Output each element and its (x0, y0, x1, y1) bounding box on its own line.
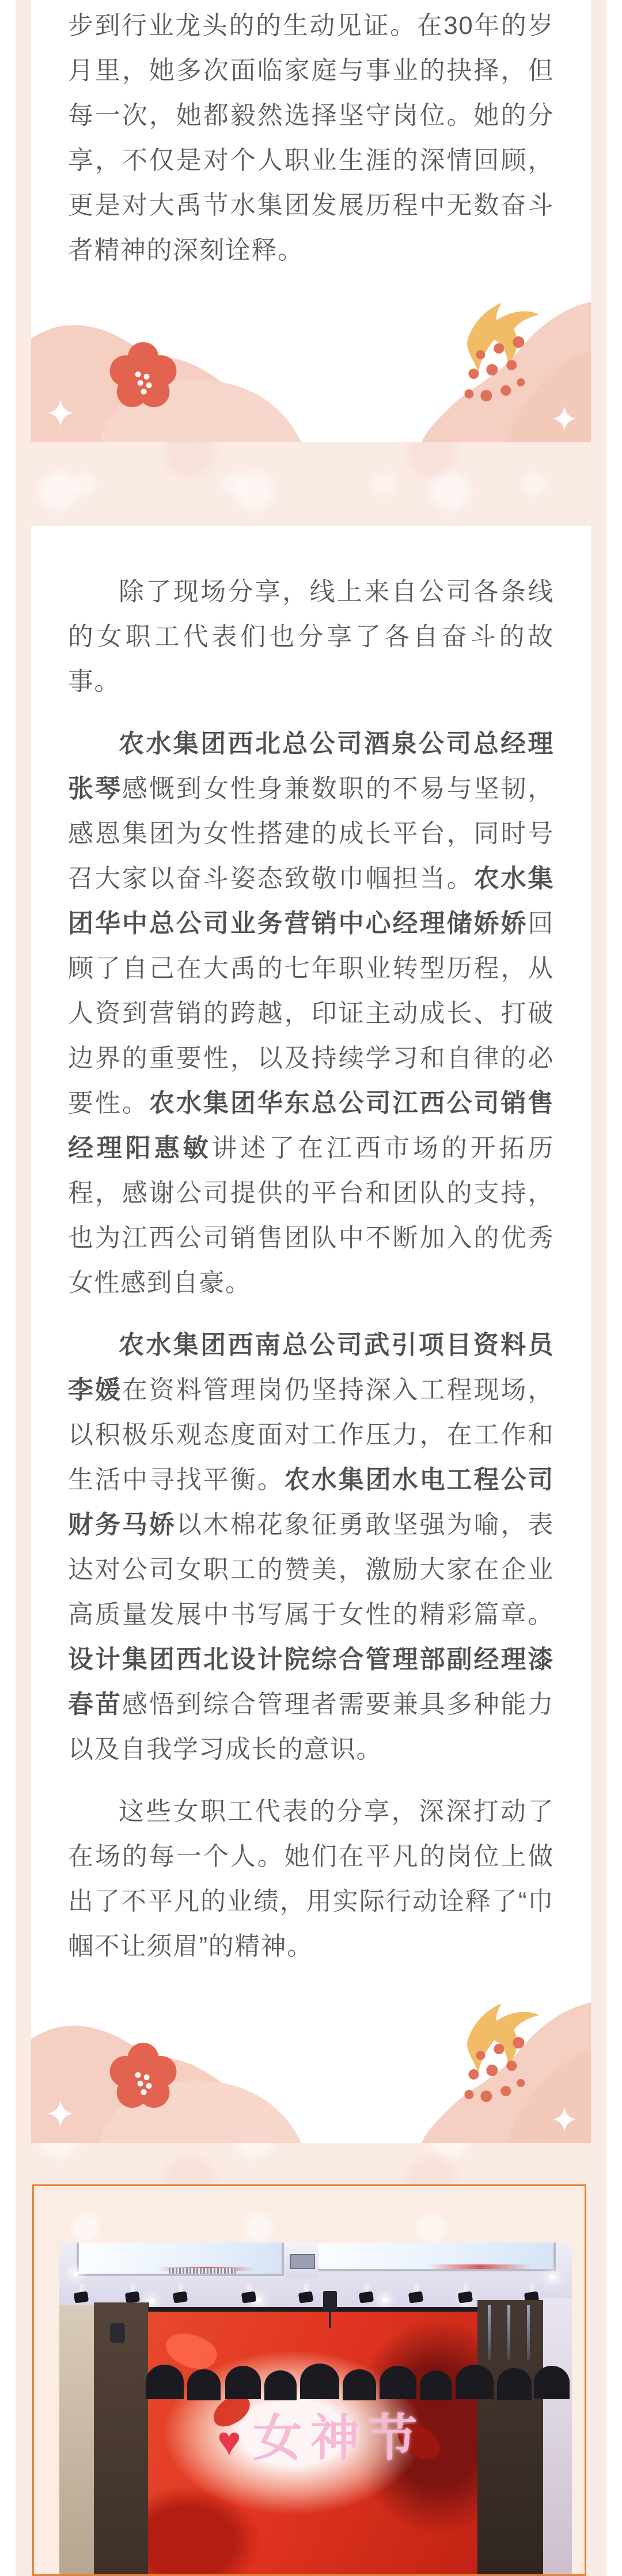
audience-head (497, 2368, 532, 2400)
track-spotlight (458, 2284, 473, 2305)
photo-recessed-light (149, 2299, 154, 2304)
photo-ceiling-fixture (290, 2254, 315, 2269)
paragraph-closing: 这些女职工代表的分享，深深打动了在场的每一个人。她们在平凡的岗位上做出了不平凡的业绩，用实际行动诠释了“巾帼不让须眉”的精神。 (68, 1797, 554, 1960)
photo-card (32, 2184, 586, 2576)
led-screen (148, 2307, 477, 2576)
photo-panel-highlight (488, 2305, 491, 2360)
track-spotlight (173, 2284, 188, 2305)
photo-air-vent (169, 2268, 236, 2274)
photo-recessed-light (550, 2275, 556, 2279)
section-gap (16, 442, 606, 526)
article-page (16, 0, 606, 2576)
section-gap (16, 2143, 606, 2184)
heart-icon: ♥ (217, 2419, 249, 2464)
track-spotlight (409, 2284, 424, 2305)
photo-wall-panel-left (94, 2302, 149, 2576)
track-spotlight (299, 2284, 314, 2305)
paragraph-representatives-2: 农水集团西南总公司武引项目资料员李媛在资料管理岗仍坚持深入工程现场，以积极乐观态度面对工作压力，在工作和生活中寻找平衡。农水集团水电工程公司财务马娇以木棉花象征勇敢坚强为喻，表达对公司女职工的赞美，激励大家在企业高质量发展中书写属于女性的精彩篇章。设计集团西北设计院综合管理部副经理漆春苗感悟到综合管理者需要兼具多种能力以及自我学习成长的意识。 (68, 1331, 555, 1763)
decorative-hills-illustration (31, 1982, 591, 2143)
photo-panel-highlight (507, 2305, 510, 2360)
photo-wall-right (543, 2298, 572, 2576)
audience-head (264, 2370, 297, 2400)
photo-panel-highlight (527, 2305, 530, 2360)
audience-head (146, 2365, 184, 2399)
audience-head (225, 2366, 261, 2399)
track-spotlight (126, 2284, 141, 2305)
photo-glass-reflection (428, 2264, 532, 2269)
photo-recessed-light (382, 2298, 388, 2302)
audience-head (380, 2366, 416, 2399)
audience-head (456, 2365, 494, 2399)
audience-head (300, 2363, 339, 2399)
event-photo[interactable] (59, 2243, 572, 2576)
photo-wall-wood (59, 2305, 94, 2576)
photo-recessed-light (73, 2271, 79, 2276)
video-camera-silhouette (323, 2291, 337, 2311)
paragraph-intro-continued: 步到行业龙头的的生动见证。在30年的岁月里，她多次面临家庭与事业的抉择，但每一次，她都毅然选择坚守岗位。她的分享，不仅是对个人职业生涯的深情回顾，更是对大禹节水集团发展历程中无数奋斗者精神的深刻诠释。 (68, 12, 554, 264)
led-screen-caption (217, 2398, 459, 2469)
paragraph-online-sharing: 除了现场分享，线上来自公司各条线的女职工代表们也分享了各自奋斗的故事。 (68, 578, 554, 696)
track-spotlight (242, 2284, 257, 2305)
audience-head (343, 2369, 376, 2400)
decorative-hills-illustration (31, 281, 591, 442)
audience-head (420, 2370, 452, 2400)
photo-wall-speaker (110, 2323, 125, 2343)
paragraph-representatives-1: 农水集团西北总公司酒泉公司总经理张琴感慨到女性身兼数职的不易与坚韧，感恩集团为女性搭建的成长平台，同时号召大家以奋斗姿态致敬巾帼担当。农水集团华中总公司业务营销中心经理储娇娇回顾了自己在大禹的七年职业转型历程，从人资到营销的跨越，印证主动成长、打破边界的重要性，以及持续学习和自律的必要性。农水集团华东总公司江西公司销售经理阳惠敏讲述了在江西市场的开拓历程，感谢公司提供的平台和团队的支持，也为江西公司销售团队中不断加入的优秀女性感到自豪。 (68, 730, 555, 1297)
led-screen-title: 女神节 (252, 2411, 426, 2466)
track-spotlight (359, 2284, 374, 2305)
audience-head (534, 2366, 570, 2399)
content-card-top (31, 0, 591, 442)
audience-head (187, 2369, 221, 2400)
track-spotlight (74, 2284, 89, 2305)
content-card-main (31, 526, 591, 2143)
